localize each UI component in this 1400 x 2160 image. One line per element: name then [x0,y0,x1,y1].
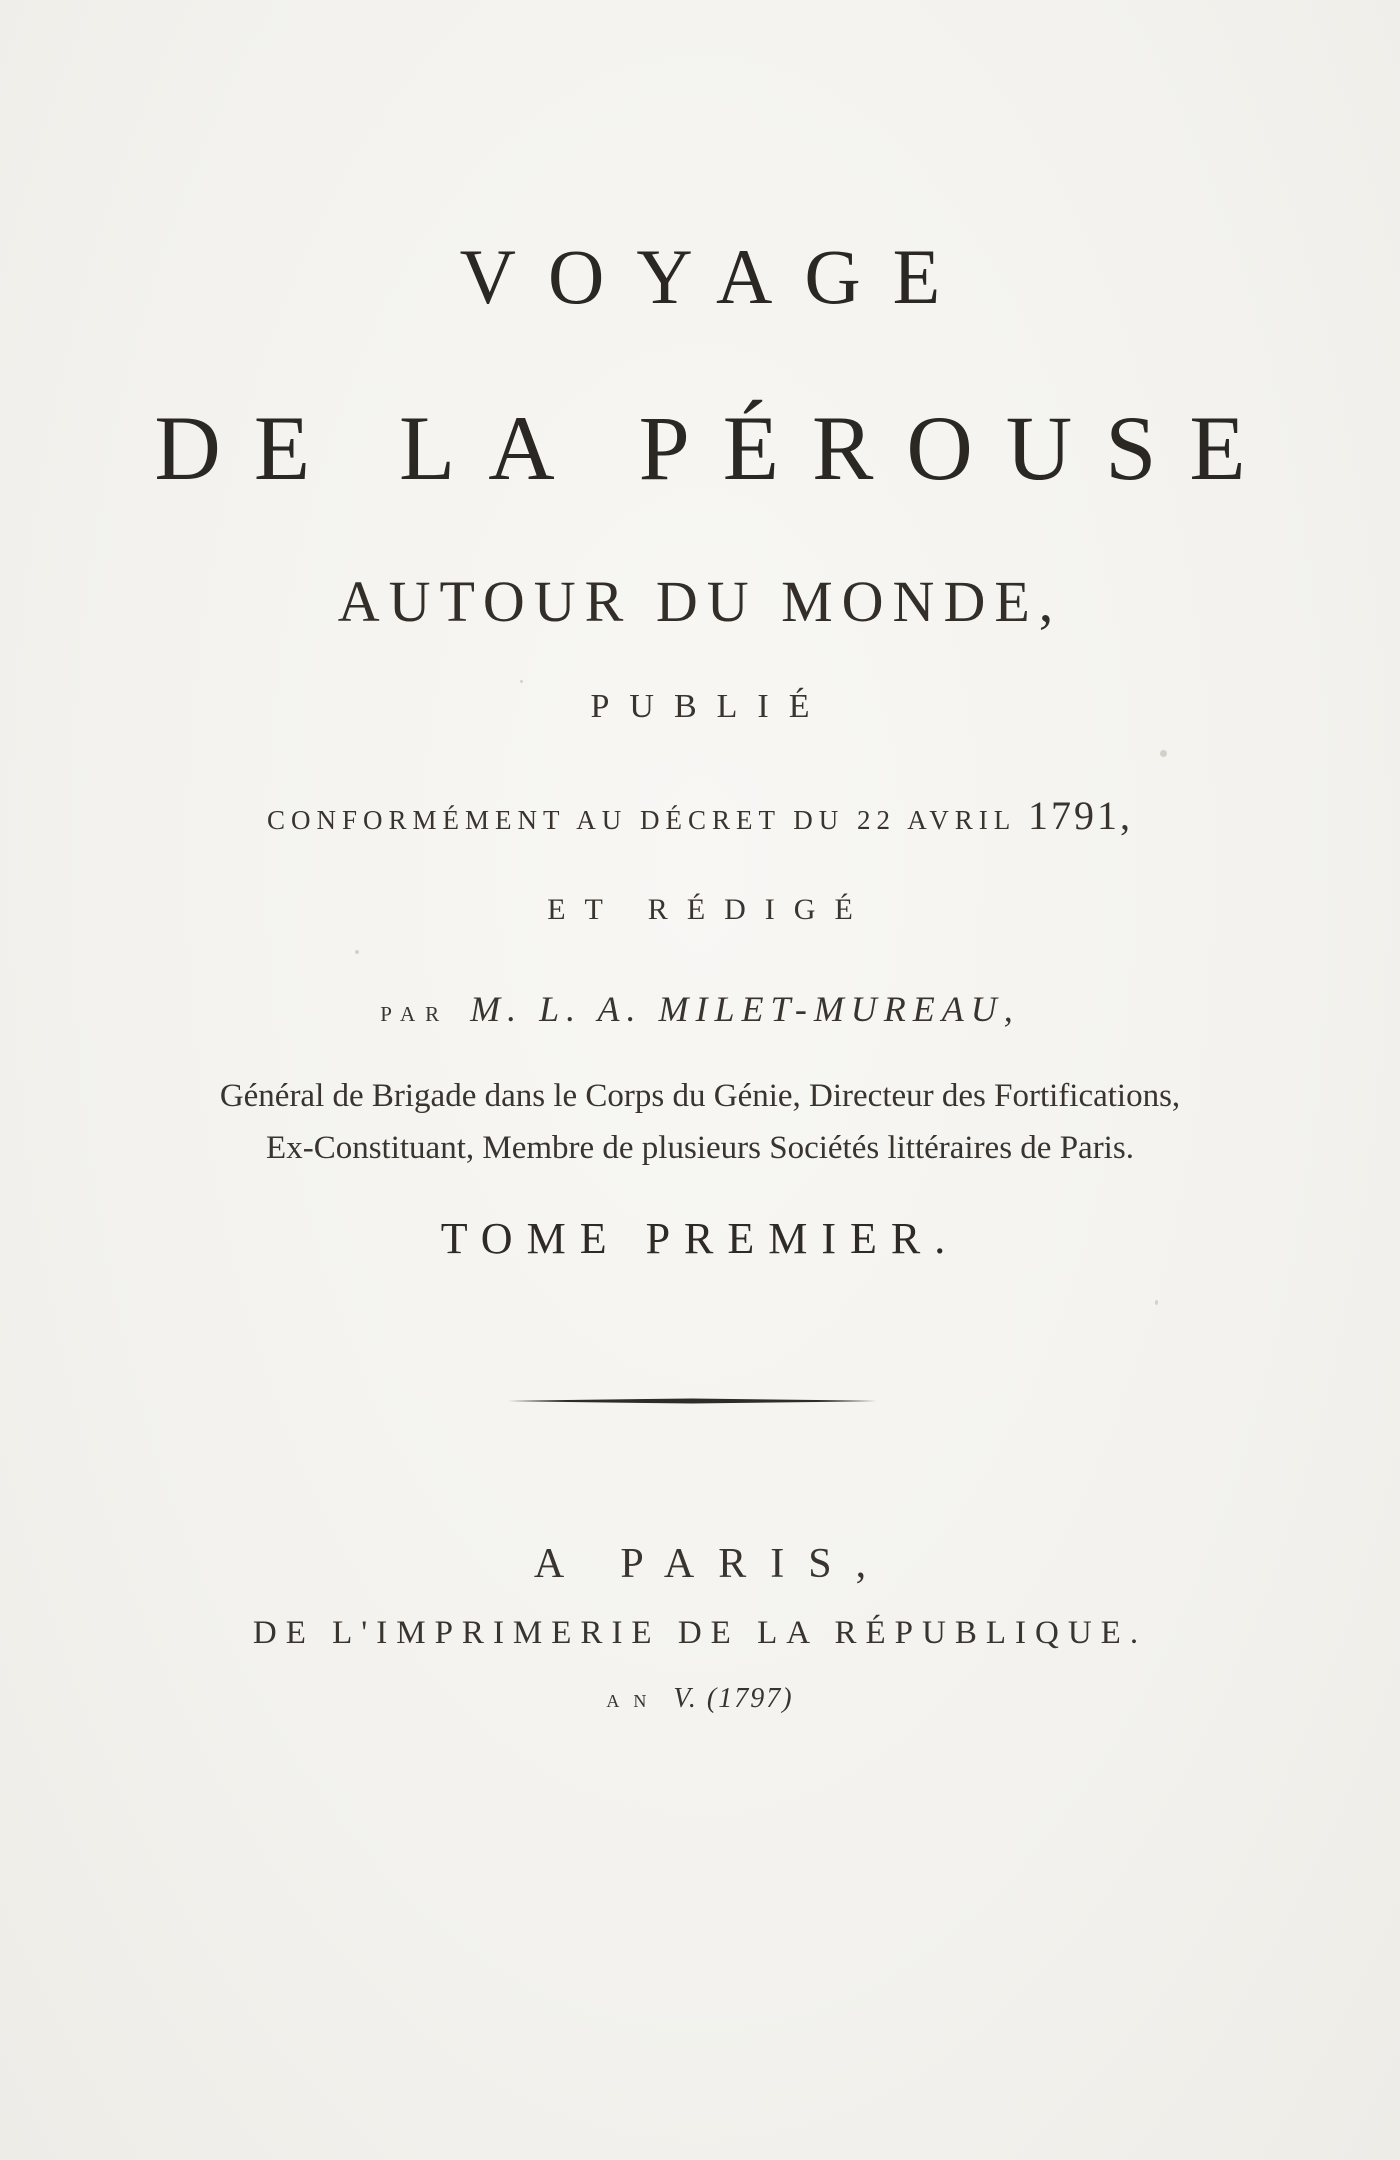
par-word: PAR [380,1002,450,1026]
decree-text: CONFORMÉMENT AU DÉCRET DU 22 AVRIL [266,805,1016,835]
title-de-la-perouse: DE LA PÉROUSE [154,397,1279,499]
volume-label: TOME PREMIER. [440,1214,960,1263]
imprint-city: A PARIS, [533,1541,891,1587]
paper-spot [1155,1300,1158,1305]
imprint-an: AN [606,1691,661,1711]
paper-spot [355,950,359,954]
author-title-line-1: Général de Brigade dans le Corps du Génie, Directeur des Fortifications, [219,1078,1181,1114]
paper-spot [1160,750,1167,757]
imprint-year: V. (1797) [673,1683,794,1714]
imprint-date [0,1683,1400,1715]
subtitle-autour-du-monde: AUTOUR DU MONDE, [337,569,1063,634]
publie-line: PUBLIÉ [590,688,830,725]
title-voyage: VOYAGE [459,233,973,320]
decorative-rule [507,1398,877,1404]
decree-line [0,792,1400,839]
author-line [0,988,1400,1030]
decree-year: 1791, [1028,793,1134,838]
redige-line: ET RÉDIGÉ [547,893,872,926]
author-title-line-2: Ex-Constituant, Membre de plusieurs Sociétés littéraires de Paris. [266,1130,1134,1166]
paper-spot [520,680,523,683]
imprint-printer: DE L'IMPRIMERIE DE LA RÉPUBLIQUE. [252,1615,1148,1651]
author-name: M. L. A. MILET-MUREAU, [470,989,1020,1029]
